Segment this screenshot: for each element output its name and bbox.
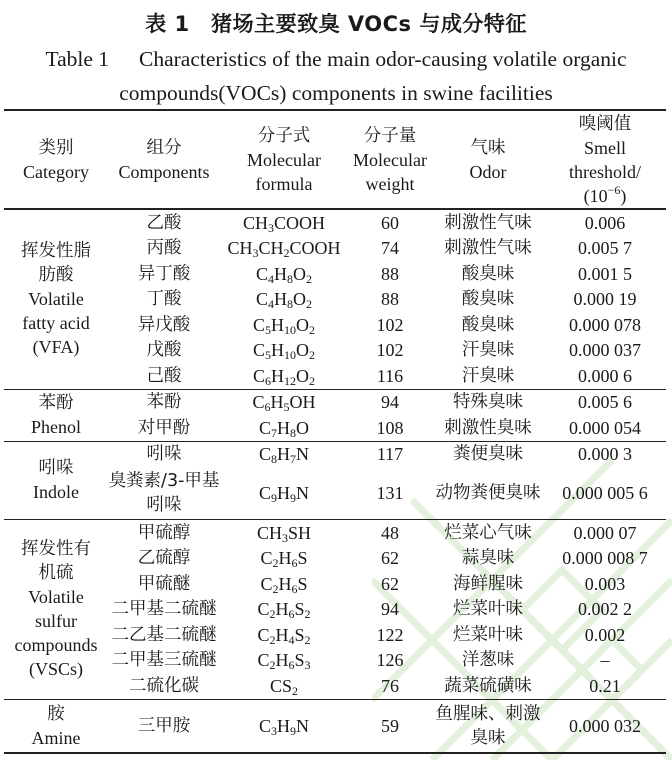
formula-cell: $CH_3CH_2COOH$ — [227, 238, 341, 261]
category-line: 机硫 — [38, 563, 74, 584]
weight-cell: 74 — [381, 238, 399, 259]
odor-cell: 烂菜叶味 — [453, 624, 523, 645]
table-header — [4, 110, 666, 209]
component-cell: 异戊酸 — [137, 314, 191, 335]
odor-cell: 酸臭味 — [461, 289, 515, 310]
odor-cell: 刺激性臭味 — [444, 417, 532, 438]
component-cell: 甲硫醚 — [137, 573, 191, 594]
weight-cell: 102 — [376, 314, 404, 335]
component-cell: 二甲基二硫醚 — [111, 599, 217, 620]
weight-cell: 126 — [376, 650, 404, 671]
threshold-cell: 0.002 2 — [578, 599, 632, 620]
threshold-cell: 0.006 — [584, 212, 626, 233]
threshold-cell: 0.005 6 — [578, 392, 632, 413]
weight-cell: 59 — [381, 715, 399, 736]
category-line: 挥发性脂 — [21, 241, 91, 262]
component-cell: 臭粪素/3-甲基吲哚 — [108, 471, 220, 515]
formula-cell: $C_6H_{12}O_2$ — [252, 365, 315, 388]
formula-cell: $CH_3SH$ — [256, 522, 312, 545]
odor-cell: 海鲜腥味 — [453, 573, 523, 594]
category-line: (VSCs) — [28, 659, 83, 680]
formula-cell: $C_7H_8O$ — [258, 417, 309, 440]
component-cell: 苯酚 — [146, 392, 182, 413]
component-cell: 异丁酸 — [137, 263, 191, 284]
formula-cell: $C_2H_4S_2$ — [257, 624, 311, 647]
formula-cell: $C_5H_{10}O_2$ — [252, 340, 315, 363]
table-row — [4, 699, 666, 753]
weight-cell: 94 — [381, 599, 399, 620]
threshold-cell: 0.000 008 7 — [562, 548, 648, 569]
formula-cell: $C_5H_{10}O_2$ — [252, 314, 315, 337]
threshold-cell: 0.21 — [589, 675, 621, 696]
category-group — [4, 389, 666, 441]
weight-cell: 88 — [381, 263, 399, 284]
category-cell — [4, 441, 108, 520]
odor-cell: 烂菜叶味 — [453, 599, 523, 620]
weight-cell: 116 — [376, 365, 404, 386]
category-line: 苯酚 — [38, 393, 74, 413]
threshold-cell: 0.000 054 — [569, 417, 641, 438]
category-group — [4, 699, 666, 753]
category-cell — [4, 699, 108, 753]
weight-cell: 62 — [381, 573, 399, 594]
odor-cell: 粪便臭味 — [453, 444, 523, 465]
category-line: sulfur — [35, 611, 77, 632]
formula-cell: $C_4H_8O_2$ — [255, 289, 312, 312]
table-row — [4, 441, 666, 467]
table-title-line2: compounds(VOCs) components in swine facilities — [119, 81, 553, 105]
weight-cell: 102 — [376, 340, 404, 361]
threshold-cell: 0.000 037 — [569, 340, 641, 361]
component-cell: 己酸 — [146, 365, 182, 386]
threshold-cell: 0.000 032 — [569, 715, 641, 736]
odor-cell: 刺激性气味 — [444, 238, 532, 259]
odor-cell: 刺激性气味 — [444, 212, 532, 233]
header-weight: 分子量 Molecular weight — [348, 110, 432, 209]
formula-cell: $C_9H_9N$ — [258, 483, 309, 505]
formula-cell: $CH_3COOH$ — [242, 212, 326, 235]
header-odor: 气味 Odor — [432, 110, 544, 209]
category-line: 吲哚 — [38, 458, 74, 479]
category-line: Phenol — [30, 417, 81, 437]
component-cell: 二乙基二硫醚 — [111, 624, 217, 645]
category-line: Volatile — [28, 587, 84, 608]
odor-cell: 动物粪便臭味 — [435, 483, 541, 503]
category-group — [4, 209, 666, 389]
formula-cell: $C_2H_6S$ — [260, 573, 308, 596]
odor-cell: 蔬菜硫磺味 — [444, 675, 532, 696]
formula-cell: $C_2H_6S_2$ — [257, 599, 311, 622]
category-line: 肪酸 — [38, 265, 74, 286]
formula-cell: $CS_2$ — [269, 675, 299, 698]
weight-cell: 60 — [381, 212, 399, 233]
odor-cell: 汗臭味 — [461, 365, 515, 386]
odor-cell: 烂菜心气味 — [444, 522, 532, 543]
threshold-cell: 0.003 — [584, 573, 626, 594]
category-cell — [4, 389, 108, 441]
formula-cell: $C_2H_6S_3$ — [257, 650, 311, 673]
weight-cell: 131 — [376, 483, 404, 503]
table-title-line1: Characteristics of the main odor-causing volatile organic — [139, 47, 627, 71]
threshold-cell: 0.001 5 — [578, 263, 632, 284]
component-cell: 丙酸 — [146, 238, 182, 259]
threshold-cell: – — [600, 650, 610, 671]
formula-cell: $C_8H_7N$ — [258, 444, 309, 467]
component-cell: 甲硫醇 — [137, 522, 191, 543]
table-row — [4, 389, 666, 415]
weight-cell: 122 — [376, 624, 404, 645]
category-line: Indole — [33, 482, 79, 503]
threshold-cell: 0.002 — [584, 624, 626, 645]
table-title-english — [0, 42, 672, 110]
component-cell: 乙酸 — [146, 212, 182, 233]
table-title-chinese: 表 1 猪场主要致臭 VOCs 与成分特征 — [145, 12, 527, 36]
table-row — [4, 520, 666, 546]
weight-cell: 76 — [381, 675, 399, 696]
component-cell: 二硫化碳 — [129, 675, 199, 696]
component-cell: 吲哚 — [146, 444, 182, 465]
odor-cell: 蒜臭味 — [461, 548, 515, 569]
weight-cell: 88 — [381, 289, 399, 310]
header-components: 组分 Components — [108, 110, 220, 209]
table-row — [4, 209, 666, 236]
weight-cell: 62 — [381, 548, 399, 569]
formula-cell: $C_3H_9N$ — [258, 715, 309, 738]
threshold-cell: 0.000 19 — [573, 289, 637, 310]
category-line: Volatile — [28, 289, 84, 310]
category-line: 挥发性有 — [21, 539, 91, 560]
component-cell: 乙硫醇 — [137, 548, 191, 569]
odor-cell: 特殊臭味 — [453, 392, 523, 413]
odor-cell: 洋葱味 — [461, 650, 515, 671]
category-cell — [4, 209, 108, 389]
category-group — [4, 441, 666, 520]
threshold-cell: 0.000 6 — [578, 365, 632, 386]
component-cell: 三甲胺 — [137, 715, 191, 736]
threshold-cell: 0.000 005 6 — [562, 483, 648, 503]
table-number: Table 1 — [45, 47, 110, 71]
threshold-cell: 0.005 7 — [578, 238, 632, 259]
category-line: (VFA) — [32, 337, 80, 358]
voc-table — [4, 109, 666, 754]
component-cell: 二甲基三硫醚 — [111, 650, 217, 671]
threshold-cell: 0.000 078 — [569, 314, 641, 335]
component-cell: 戊酸 — [146, 340, 182, 361]
formula-cell: $C_2H_6S$ — [260, 548, 308, 571]
category-line: fatty acid — [22, 313, 90, 334]
weight-cell: 48 — [381, 522, 399, 543]
component-cell: 对甲酚 — [137, 417, 191, 438]
formula-cell: $C_4H_8O_2$ — [255, 263, 312, 286]
odor-cell: 酸臭味 — [461, 314, 515, 335]
header-formula: 分子式 Molecular formula — [220, 110, 348, 209]
header-category: 类别 Category — [4, 110, 108, 209]
odor-cell: 酸臭味 — [461, 263, 515, 284]
threshold-cell: 0.000 07 — [573, 522, 637, 543]
category-line: 胺 — [47, 703, 65, 724]
formula-cell: $C_6H_5OH$ — [252, 392, 316, 415]
header-threshold: 嗅阈值 Smell threshold/ $(10^{-6})$ — [544, 110, 666, 209]
weight-cell: 117 — [376, 444, 404, 465]
category-cell — [4, 520, 108, 700]
threshold-cell: 0.000 3 — [578, 444, 632, 465]
category-group — [4, 520, 666, 700]
category-line: Amine — [31, 727, 81, 748]
component-cell: 丁酸 — [146, 289, 182, 310]
weight-cell: 108 — [376, 417, 404, 438]
odor-cell: 汗臭味 — [461, 340, 515, 361]
weight-cell: 94 — [381, 392, 399, 413]
category-line: compounds — [14, 635, 98, 656]
odor-cell: 鱼腥味、刺激臭味 — [435, 703, 541, 748]
